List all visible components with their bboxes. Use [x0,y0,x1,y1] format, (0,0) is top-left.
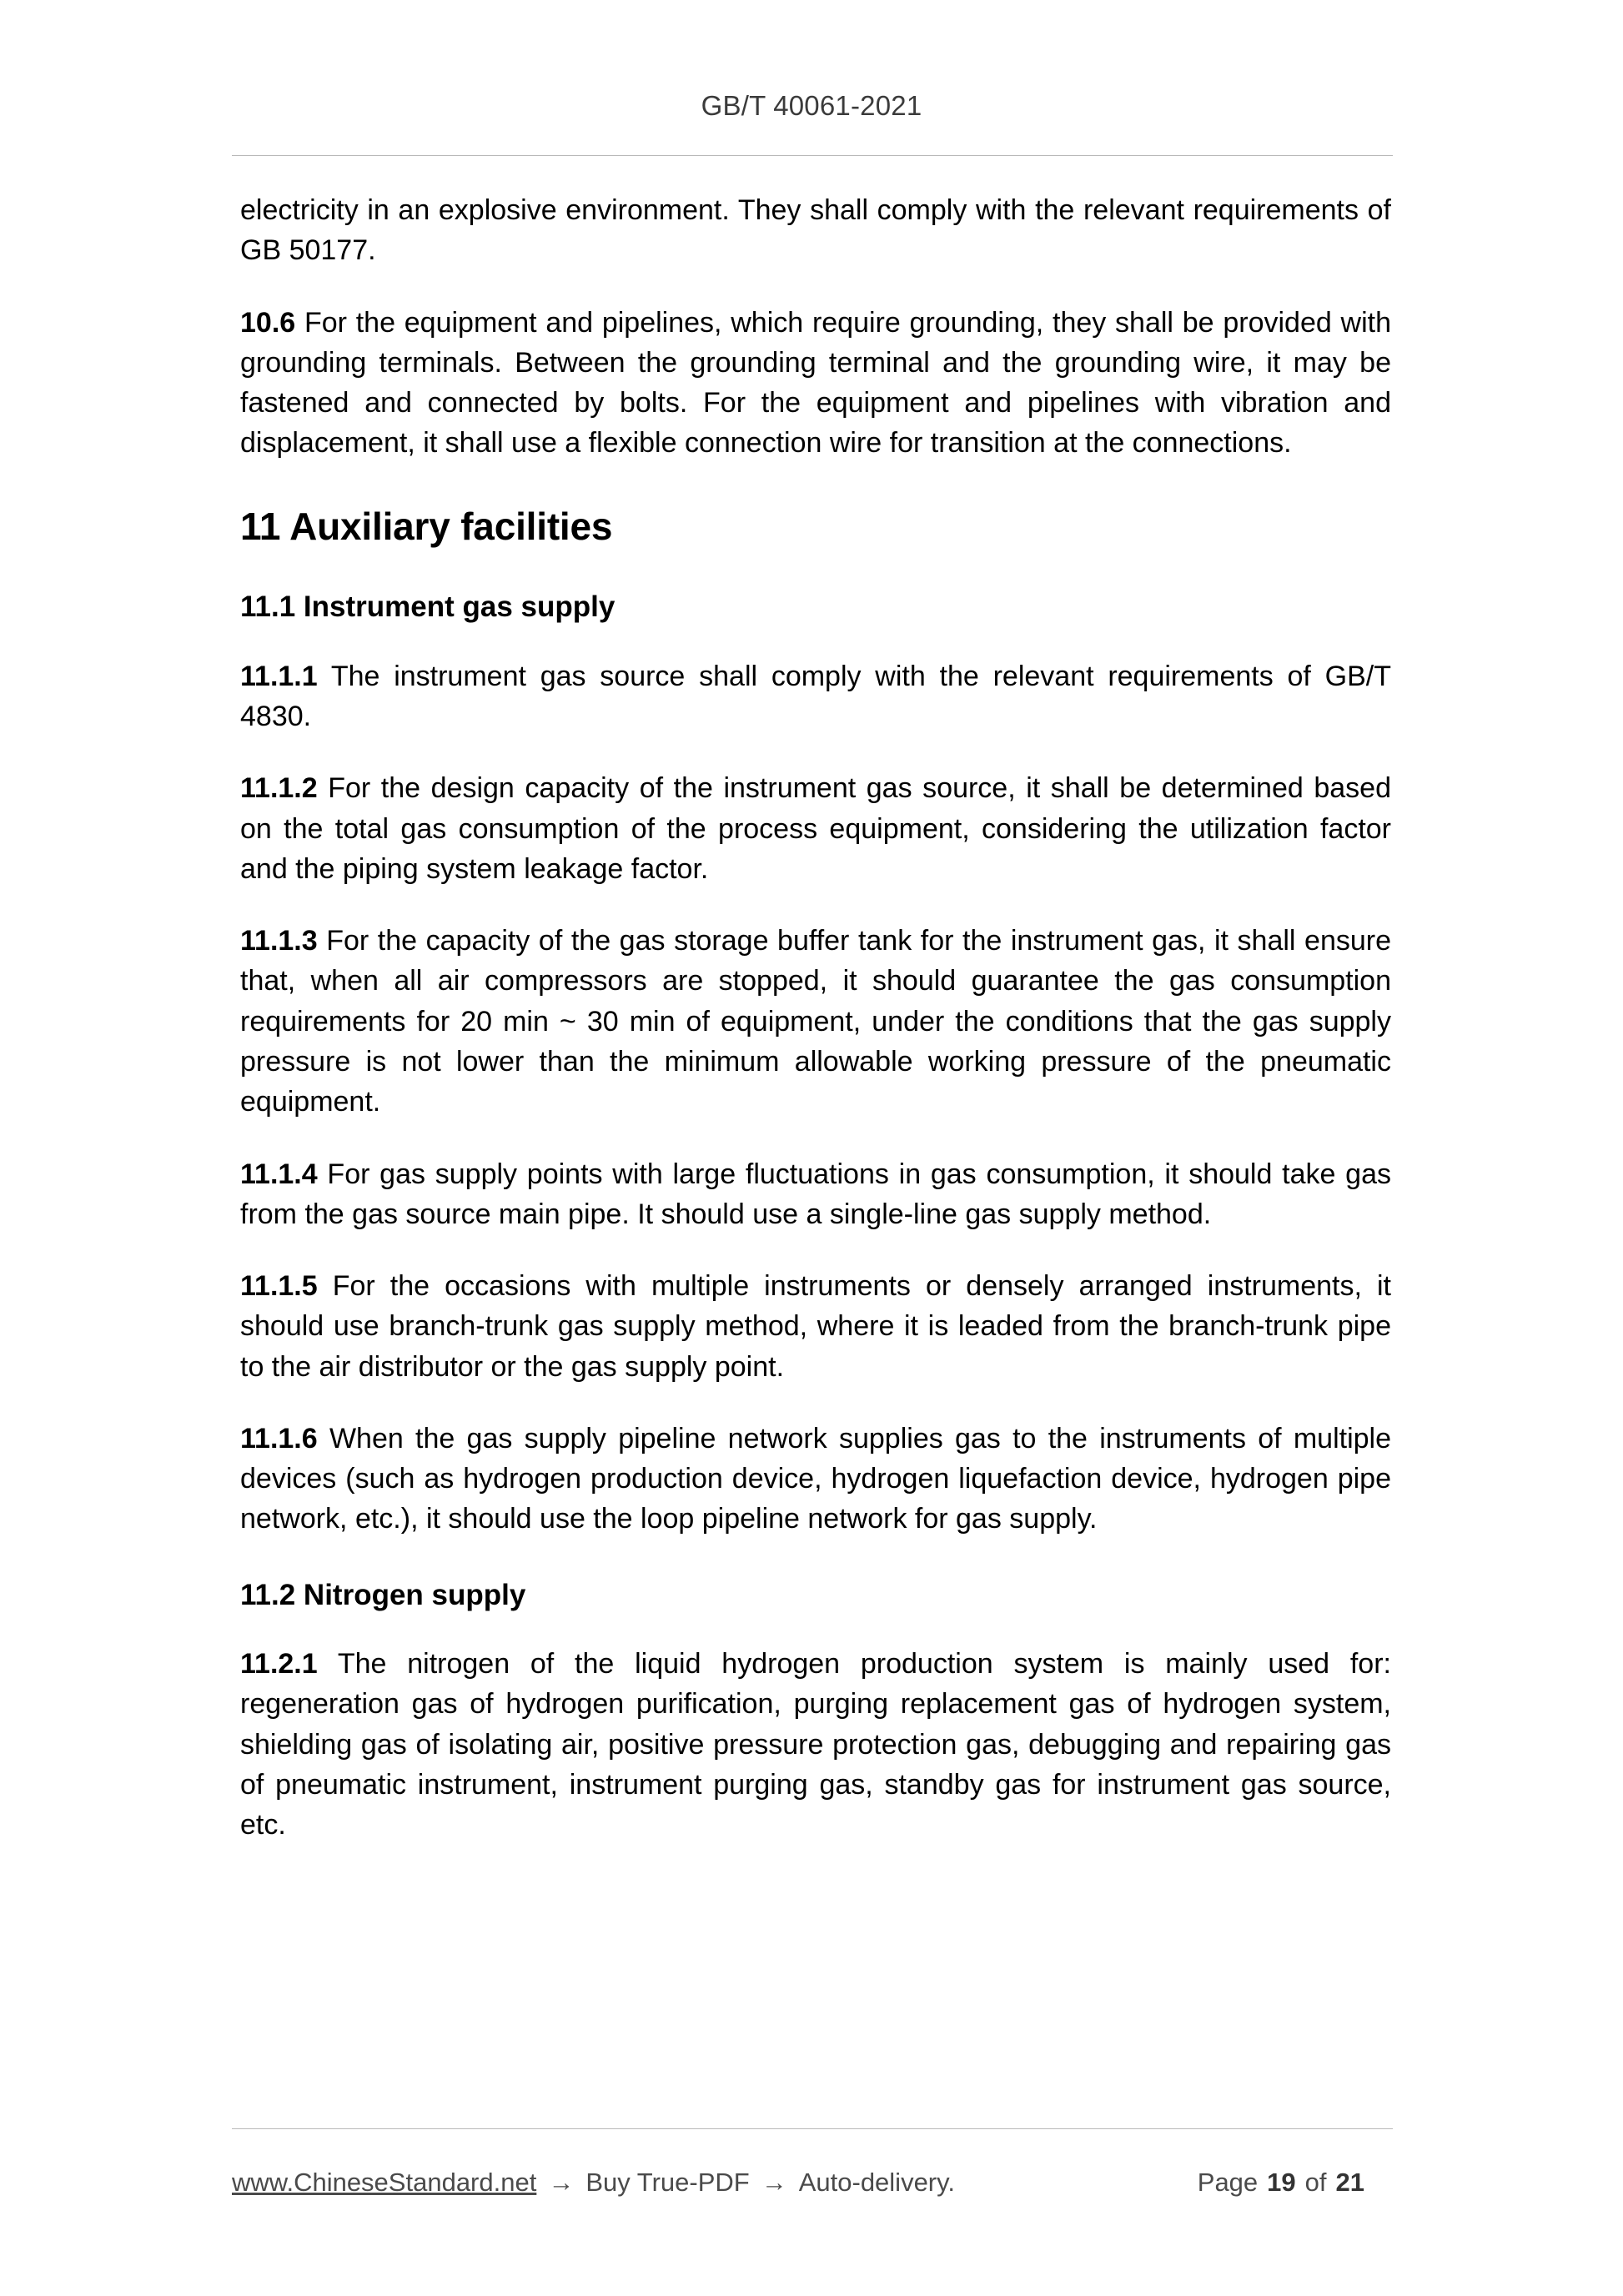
standard-code: GB/T 40061-2021 [701,90,922,121]
paragraph-text: For the equipment and pipelines, which require grounding, they shall be provided with grounding terminals. Between the grounding terminal and the grounding wire, it may be fastened and connected by bolts. For the equipment and pipelines with vibration and displacement, it shall use a flexible connection wire for transition at the connections. [240,306,1391,460]
subsection-heading-11-1: 11.1 Instrument gas supply [240,590,616,624]
paragraph-text: The nitrogen of the liquid hydrogen production system is mainly used for: regeneration gas of hydrogen purification, purging replacement gas of hydrogen system, shielding gas of isolating air, positive pressure protection gas, debugging and repairing gas of pneumatic instrument, instrument purging gas, standby gas for instrument gas source, etc. [240,1648,1391,1841]
page-label: Page [1197,2168,1259,2197]
clause-number: 10.6 [240,306,296,339]
paragraph-11-1-3 [240,921,1391,1122]
delivery-label: Auto-delivery. [798,2168,955,2197]
clause-number: 11.1.5 [240,1270,318,1303]
page-header [232,90,1391,122]
paragraph-text: The instrument gas source shall comply with the relevant requirements of GB/T 4830. [240,660,1391,733]
clause-number: 11.1.4 [240,1158,318,1190]
of-label: of [1304,2168,1327,2197]
paragraph-10-6 [240,303,1391,464]
page-footer [232,2168,1393,2198]
paragraph-text: For gas supply points with large fluctuations in gas consumption, it should take gas from the gas source main pipe. It should use a single-line gas supply method. [240,1158,1391,1230]
section-heading-11: 11 Auxiliary facilities [240,504,613,548]
paragraph-text: electricity in an explosive environment. They shall comply with the relevant requirements of GB 50177. [240,194,1391,267]
paragraph-text: When the gas supply pipeline network supplies gas to the instruments of multiple devices (such as hydrogen production device, hydrogen liquefaction device, hydrogen pipe network, etc.), it should use the loop pipeline network for gas supply. [240,1422,1392,1535]
clause-number: 11.1.6 [240,1422,318,1454]
clause-number: 11.1.2 [240,772,318,805]
document-content [240,190,1391,1874]
paragraph-text: For the capacity of the gas storage buffer tank for the instrument gas, it shall ensure that, when all air compressors are stopped, it should guarantee the gas consumption requirements for 20 min ~ 30 min of equipment, under the conditions that the gas supply pressure is not lower than the minimum allowable working pressure of the pneumatic equipment. [240,925,1391,1118]
subsection-heading-11-2: 11.2 Nitrogen supply [240,1578,526,1611]
paragraph-text: For the occasions with multiple instruments or densely arranged instruments, it should use branch-trunk gas supply method, where it is leaded from the branch-trunk pipe to the air distributor or the gas supply point. [240,1270,1391,1383]
paragraph-11-1-2 [240,768,1391,889]
arrow-right-icon: → [548,2168,575,2197]
current-page-number: 19 [1267,2168,1296,2197]
paragraph-11-1-6 [240,1419,1391,1540]
buy-label: Buy True-PDF [585,2168,750,2197]
paragraph-11-1-4 [240,1154,1391,1235]
arrow-right-icon: → [761,2168,787,2197]
clause-number: 11.2.1 [240,1648,318,1681]
footer-divider [232,2128,1393,2129]
clause-number: 11.1.1 [240,660,318,692]
paragraph-11-2-1 [240,1644,1391,1845]
header-divider [232,155,1393,156]
paragraph-text: For the design capacity of the instrument gas source, it shall be determined based on the total gas consumption of the process equipment, considering the utilization factor and the piping system leakage factor. [240,772,1391,885]
total-page-number: 21 [1335,2168,1364,2197]
paragraph-continued [240,190,1391,271]
paragraph-11-1-1 [240,656,1391,737]
footer-promo [232,2168,955,2198]
clause-number: 11.1.3 [240,925,318,957]
page-indicator [1198,2168,1393,2198]
website-link[interactable]: www.ChineseStandard.net [232,2168,537,2197]
paragraph-11-1-5 [240,1266,1391,1387]
